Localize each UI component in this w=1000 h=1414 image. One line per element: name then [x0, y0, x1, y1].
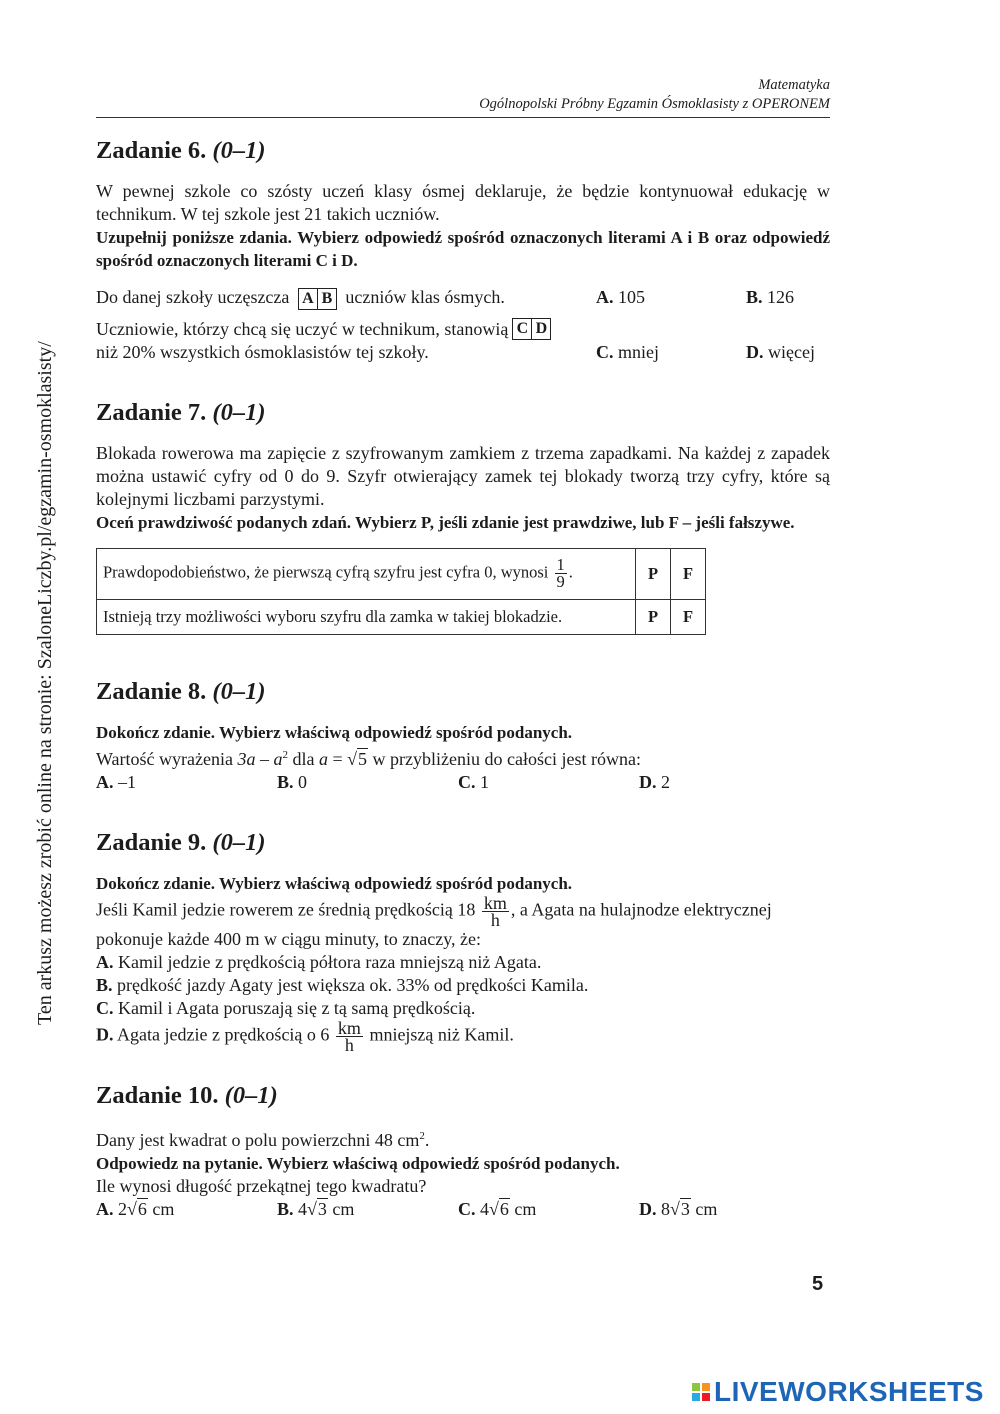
- answer-box-cd: [512, 318, 551, 340]
- page-number: 5: [812, 1273, 824, 1295]
- task-10-question: Ile wynosi długość przekątnej tego kwadratu?: [96, 1175, 427, 1196]
- option-c[interactable]: C. 1: [458, 771, 489, 792]
- option-b[interactable]: B. 4√3 cm: [277, 1198, 355, 1219]
- statement-2-false[interactable]: F: [671, 599, 706, 634]
- square-root: √3: [307, 1198, 327, 1219]
- option-b[interactable]: B. prędkość jazdy Agaty jest większa ok. 33% od prędkości Kamila.: [96, 974, 589, 995]
- task-7: [96, 398, 830, 635]
- task-6-intro: W pewnej szkole co szósty uczeń klasy ósmej deklaruje, że będzie kontynuował edukację w technikum. W tej szkole jest 21 takich uczniów.: [96, 181, 830, 224]
- square-root: √6: [127, 1198, 147, 1219]
- task-6: [96, 136, 830, 364]
- side-note: Ten arkusz możesz zrobić online na stronie: SzaloneLiczby.pl/egzamin-osmoklasisty/: [34, 341, 56, 1025]
- table-row: [97, 548, 706, 599]
- option-d[interactable]: D. 8√3 cm: [639, 1198, 718, 1219]
- logo-square: [692, 1393, 700, 1401]
- statement-1-false[interactable]: F: [671, 548, 706, 599]
- task-7-instruction: Oceń prawdziwość podanych zdań. Wybierz P, jeśli zdanie jest prawdziwe, lub F – jeśli fałszywe.: [96, 512, 795, 532]
- task-10-options: [96, 1198, 830, 1221]
- statement-2: Istnieją trzy możliwości wyboru szyfru dla zamka w takiej blokadzie.: [97, 599, 636, 634]
- option-c[interactable]: C. Kamil i Agata poruszają się z tą samą prędkością.: [96, 997, 476, 1018]
- page-header: [96, 76, 830, 114]
- task-7-intro: Blokada rowerowa ma zapięcie z szyfrowanym zamkiem z trzema zapadkami. Na każdej z zapadek można ustawić cyfry od 0 do 9. Szyfr otwierający zamek tej blokady tworzą trzy cyfry, które są kolejnymi liczbami parzystymi.: [96, 442, 830, 509]
- fraction: $\frac{1}{9}$: [556, 555, 565, 592]
- header-subject: Matematyka: [758, 77, 830, 93]
- square-root: √6: [489, 1198, 509, 1219]
- task-9: Zadanie 9. (0–1) Dokończ zdanie. Wybierz właściwą odpowiedź spośród podanych. Jeśli Kamil jedzie rowerem ze średnią prędkością 18 $\frac{km}{h}$ , a Agata na hulajnodze elektrycznej pokonuje każde 400 m w ciągu minuty, to znaczy, że: A. Kamil jedzie z prędkością półtora raza mniejszą niż Agata. B. prędkość jazdy Agaty jest większa ok. 33% od prędkości Kamila. C. Kamil i Agata poruszają się z tą samą prędkością. D. Agata jedzie z prędkością o 6 $\frac{km}{h}$ mniejszą niż Kamil.: [96, 828, 830, 1053]
- answer-box-d[interactable]: D: [531, 319, 550, 339]
- square-root: √5: [347, 748, 368, 769]
- option-a[interactable]: A. 2√6 cm: [96, 1198, 175, 1219]
- task-10: [96, 1081, 830, 1221]
- option-a[interactable]: A. Kamil jedzie z prędkością półtora raza mniejszą niż Agata.: [96, 951, 542, 972]
- option-b[interactable]: B. 126: [746, 287, 795, 308]
- task-9-title: Zadanie 9. (0–1): [96, 828, 266, 856]
- statement-1-true[interactable]: P: [636, 548, 671, 599]
- answer-box-a[interactable]: A: [302, 289, 314, 307]
- task-9-instruction: Dokończ zdanie. Wybierz właściwą odpowiedź spośród podanych.: [96, 873, 573, 893]
- true-false-table: [96, 548, 706, 635]
- logo-square: [702, 1393, 710, 1401]
- unit-fraction: $\frac{km}{h}$: [483, 892, 507, 930]
- answer-box-b[interactable]: B: [317, 289, 336, 309]
- page-content: [96, 136, 830, 1221]
- option-d[interactable]: D. Agata jedzie z prędkością o 6 $\frac{km}{h}$ mniejszą niż Kamil.: [96, 1017, 514, 1055]
- table-row: [97, 599, 706, 634]
- option-b[interactable]: B. 0: [277, 771, 308, 792]
- task-6-sentence-2: Uczniowie, którzy chcą się uczyć w technikum, stanowią C D niż 20% wszystkich ósmoklasistów tej szkoły. C. mniej D. więcej: [96, 318, 815, 362]
- logo-square: [692, 1383, 700, 1391]
- option-d[interactable]: D. 2: [639, 771, 670, 792]
- task-8-question: Wartość wyrażenia $3a - a^2$ dla a = √5 w przybliżeniu do całości jest równa:: [96, 748, 641, 769]
- option-c[interactable]: C. mniej: [596, 341, 659, 362]
- task-8: [96, 677, 830, 794]
- liveworksheets-logo[interactable]: [692, 1376, 984, 1408]
- option-a[interactable]: A. 105: [596, 287, 645, 308]
- option-a[interactable]: A. –1: [96, 771, 136, 792]
- header-divider: [96, 117, 830, 118]
- unit-fraction: $\frac{km}{h}$: [337, 1017, 361, 1055]
- task-10-intro: Dany jest kwadrat o polu powierzchni 48 $cm^2$.: [96, 1129, 430, 1150]
- brand-name: LIVEWORKSHEETS: [714, 1376, 984, 1407]
- statement-2-true[interactable]: P: [636, 599, 671, 634]
- task-6-sentence-1: Do danej szkoły uczęszcza A B uczniów klas ósmych. A. 105 B. 126: [96, 286, 830, 310]
- task-10-instruction: Odpowiedz na pytanie. Wybierz właściwą odpowiedź spośród podanych.: [96, 1153, 620, 1173]
- header-exam: Ogólnopolski Próbny Egzamin Ósmoklasisty z OPERONEM: [479, 96, 830, 112]
- task-6-title: Zadanie 6. (0–1): [96, 137, 266, 164]
- option-c[interactable]: C. 4√6 cm: [458, 1198, 537, 1219]
- square-root: √3: [670, 1198, 690, 1219]
- task-9-question: Jeśli Kamil jedzie rowerem ze średnią prędkością 18 $\frac{km}{h}$ , a Agata na hulajnodze elektrycznej: [96, 892, 772, 930]
- option-d[interactable]: D. więcej: [746, 341, 815, 362]
- logo-square: [702, 1383, 710, 1391]
- task-8-options: [96, 771, 830, 794]
- task-7-title: Zadanie 7. (0–1): [96, 398, 266, 426]
- task-6-instruction: Uzupełnij poniższe zdania. Wybierz odpowiedź spośród oznaczonych literami A i B oraz odpowiedź spośród oznaczonych literami C i D.: [96, 228, 830, 270]
- answer-box-ab: [298, 288, 337, 310]
- task-8-title: Zadanie 8. (0–1): [96, 677, 266, 705]
- task-8-instruction: Dokończ zdanie. Wybierz właściwą odpowiedź spośród podanych.: [96, 722, 573, 742]
- answer-box-c[interactable]: C: [516, 320, 529, 338]
- task-10-title: Zadanie 10. (0–1): [96, 1081, 278, 1109]
- statement-1: Prawdopodobieństwo, że pierwszą cyfrą szyfru jest cyfra 0, wynosi $\frac{1}{9}$ .: [97, 548, 636, 599]
- logo-grid-icon: [692, 1383, 710, 1401]
